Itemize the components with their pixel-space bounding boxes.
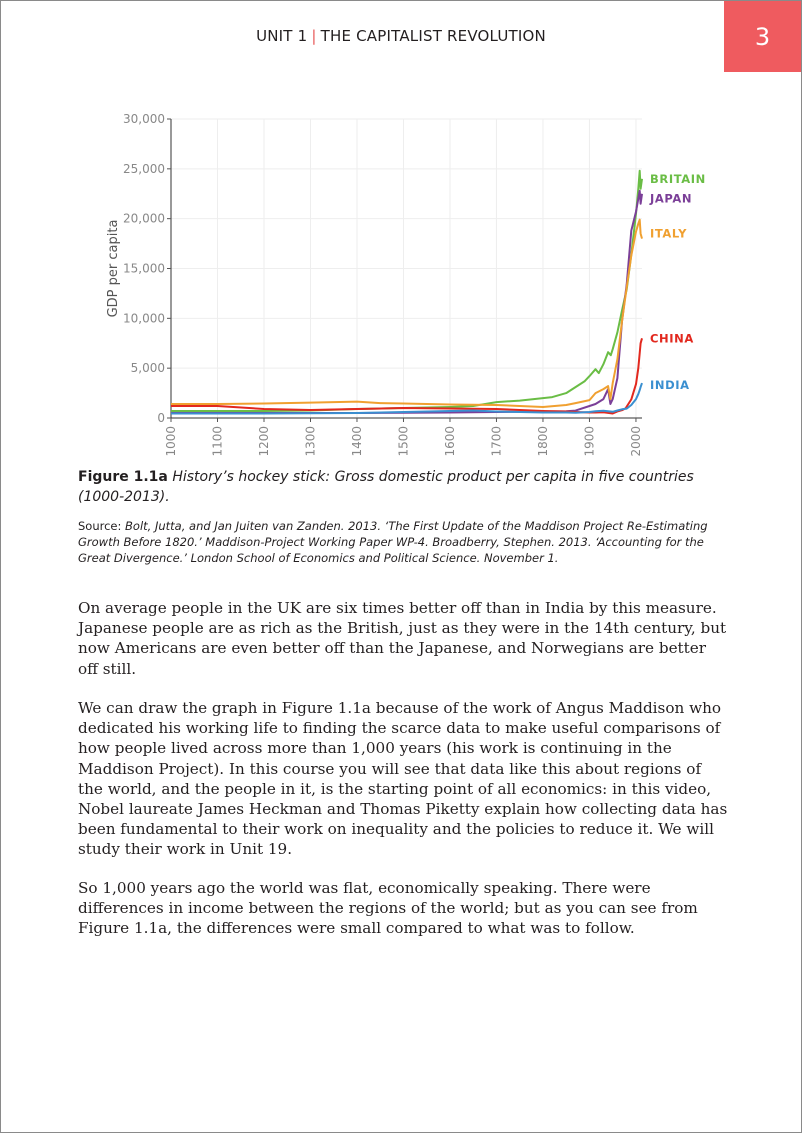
x-tick-label: 1100 <box>210 426 225 457</box>
figure-caption <box>78 467 728 507</box>
body-paragraph-1: On average people in the UK are six times better off than in India by this measure. Japanese people are as rich as the British, just as they were in the 14th century, but now Americans are even better off than the Japanese, and Norwegians are better off still. <box>78 599 727 678</box>
chart-svg <box>97 105 707 463</box>
y-tick-label: 25,000 <box>123 161 165 176</box>
x-tick-label: 1500 <box>396 426 411 457</box>
y-tick-label: 5,000 <box>130 361 165 376</box>
y-tick-label: 15,000 <box>123 261 165 276</box>
y-tick-label: 0 <box>157 411 165 425</box>
body-paragraph-2: We can draw the graph in Figure 1.1a because of the work of Angus Maddison who dedicated his working life to finding the scarce data to make useful comparisons of how people lived across more than 1,000 years (his work is continuing in the Maddison Project). In this course you will see that data like this about regions of the world, and the people in it, is the starting point of all economics: in this video, Nobel laureate James Heckman and Thomas Piketty explain how collecting data has been fundamental to their work on inequality and the policies to reduce it. We will study their work in Unit 19. <box>78 699 728 859</box>
y-tick-label: 10,000 <box>123 311 165 326</box>
series-line-britain <box>171 171 642 411</box>
x-tick-label: 1900 <box>582 426 597 457</box>
y-tick-label: 30,000 <box>123 112 165 126</box>
x-tick-label: 1000 <box>164 426 178 457</box>
figure-label: Figure 1.1a <box>78 469 168 485</box>
running-header <box>1 27 801 45</box>
page-number-badge <box>724 1 801 72</box>
source-text: Bolt, Jutta, and Jan Juiten van Zanden. 2013. ‘The First Update of the Maddison Project Re-Estimating Growth Before 1820.’ Maddison-Project Working Paper WP-4. Broadberry, Stephen. 2013. ‘Accounting for the Great Divergence.’ London School of Economics and Political Science. November 1. <box>78 519 708 565</box>
figure-caption-text: History’s hockey stick: Gross domestic product per capita in five countries (1000-2013). <box>78 469 694 505</box>
page-number: 3 <box>754 22 771 51</box>
series-line-japan <box>171 191 642 413</box>
x-tick-label: 1700 <box>489 426 504 457</box>
series-label-india: INDIA <box>650 378 690 393</box>
x-tick-label: 1600 <box>442 426 457 457</box>
header-separator: | <box>311 27 317 45</box>
source-label: Source: <box>78 519 122 533</box>
series-line-italy <box>171 220 642 407</box>
series-label-italy: ITALY <box>650 226 687 241</box>
unit-title: THE CAPITALIST REVOLUTION <box>320 27 546 45</box>
y-axis-title: GDP per capita <box>106 219 121 318</box>
series-label-britain: BRITAIN <box>650 171 706 186</box>
x-tick-label: 1800 <box>535 426 550 457</box>
series-label-japan: JAPAN <box>650 191 693 206</box>
x-tick-label: 1200 <box>256 426 271 457</box>
series-label-china: CHINA <box>650 331 694 346</box>
gdp-per-capita-chart <box>97 105 707 463</box>
figure-source <box>78 518 728 566</box>
body-paragraph-3: So 1,000 years ago the world was flat, economically speaking. There were differences in income between the regions of the world; but as you can see from Figure 1.1a, the differences were small compared to what was to follow. <box>78 879 698 938</box>
unit-label: UNIT 1 <box>256 27 308 45</box>
x-tick-label: 1300 <box>303 426 318 457</box>
x-tick-label: 2000 <box>628 426 643 457</box>
series-line-china <box>171 338 642 413</box>
x-tick-label: 1400 <box>349 426 364 457</box>
y-tick-label: 20,000 <box>123 211 165 226</box>
